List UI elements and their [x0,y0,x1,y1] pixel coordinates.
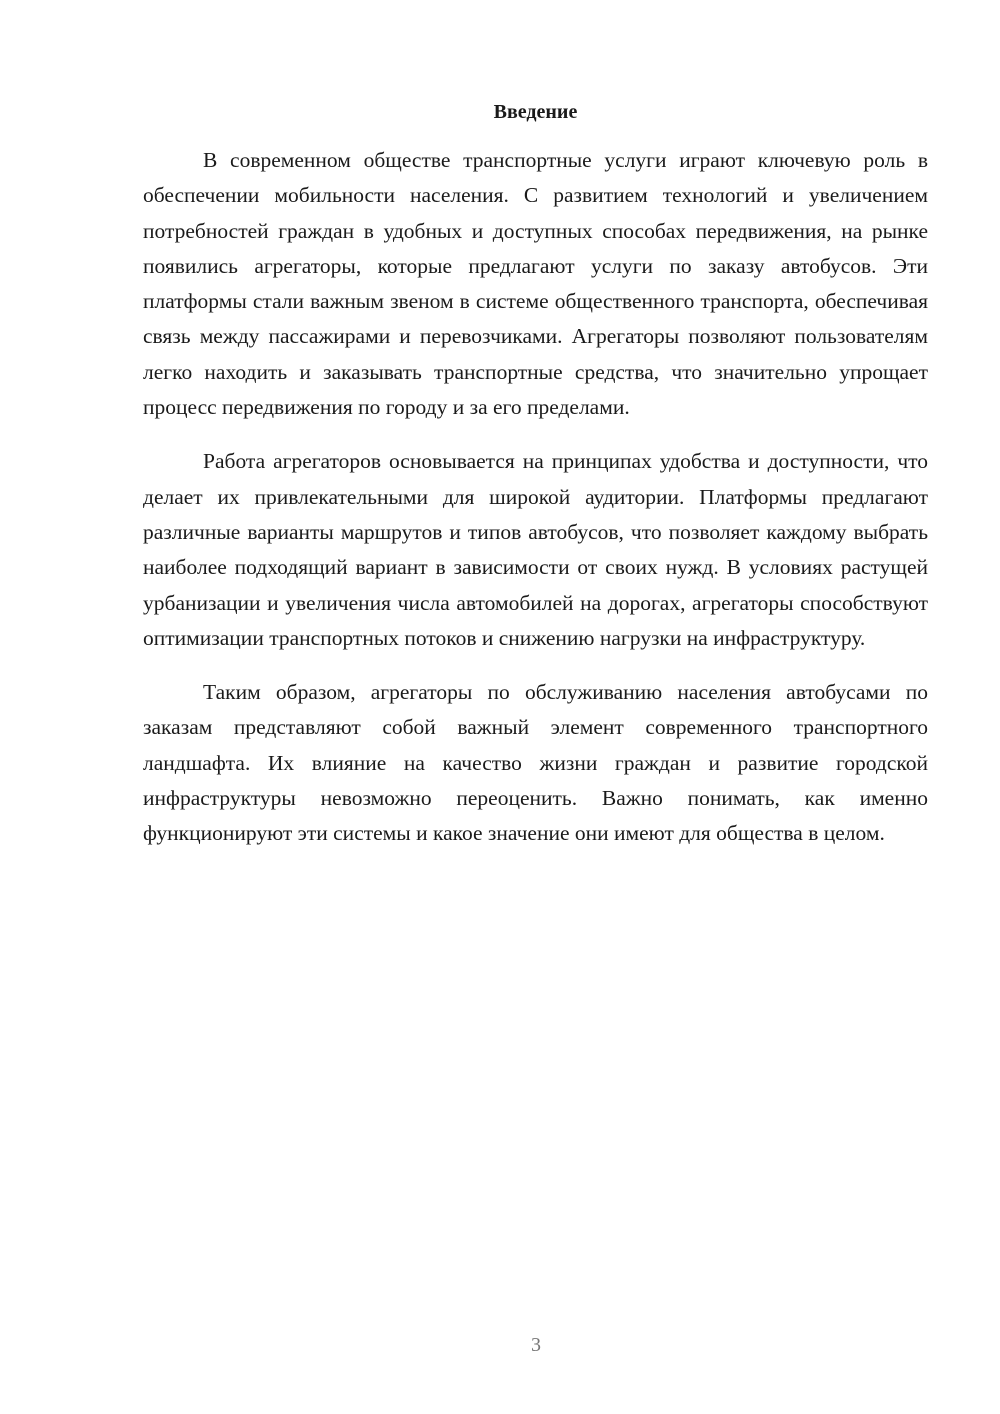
paragraph-2: Работа агрегаторов основывается на принципах удобства и доступности, что делает их привлекательными для широкой аудитории. Платформы предлагают различные варианты маршрутов и типов автобусов, что позволяет каждому выбрать наиболее подходящий вариант в зависимости от своих нужд. В условиях растущей урбанизации и увеличения числа автомобилей на дорогах, агрегаторы способствуют оптимизации транспортных потоков и снижению нагрузки на инфраструктуру. [143,449,928,650]
section-heading: Введение [493,101,578,123]
paragraph-3: Таким образом, агрегаторы по обслуживанию населения автобусами по заказам представляют собой важный элемент современного транспортного ландшафта. Их влияние на качество жизни граждан и развитие городской инфраструктуры невозможно переоценить. Важно понимать, как именно функционируют эти системы и какое значение они имеют для общества в целом. [143,680,928,846]
document-body [143,143,928,871]
page-number: 3 [531,1334,541,1356]
paragraph-1: В современном обществе транспортные услуги играют ключевую роль в обеспечении мобильности населения. С развитием технологий и увеличением потребностей граждан в удобных и доступных способах передвижения, на рынке появились агрегаторы, которые предлагают услуги по заказу автобусов. Эти платформы стали важным звеном в системе общественного транспорта, обеспечивая связь между пассажирами и перевозчиками. Агрегаторы позволяют пользователям легко находить и заказывать транспортные средства, что значительно упрощает процесс передвижения по городу и за его пределами. [143,148,928,420]
